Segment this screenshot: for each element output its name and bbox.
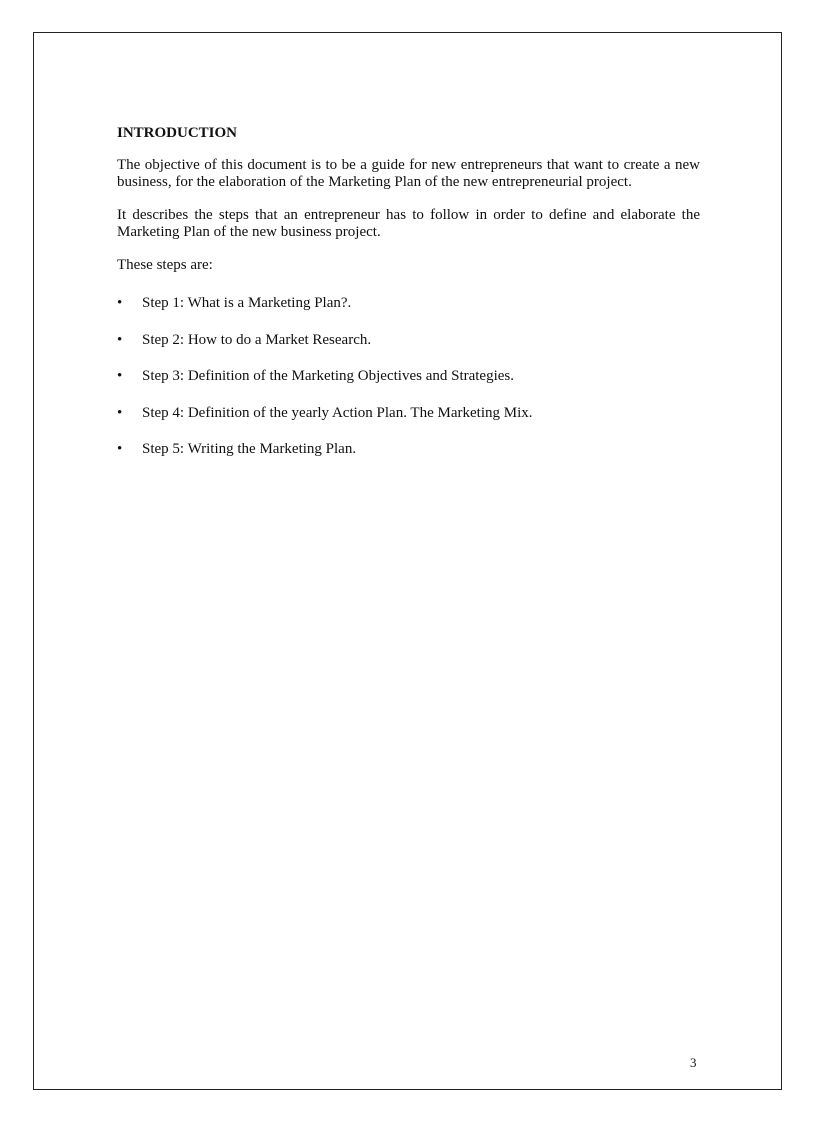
- step-text: Step 4: Definition of the yearly Action Plan. The Marketing Mix.: [142, 404, 533, 421]
- step-text: Step 1: What is a Marketing Plan?.: [142, 295, 352, 311]
- step-text: Step 2: How to do a Market Research.: [142, 331, 372, 348]
- list-item: [117, 368, 700, 386]
- steps-list: [117, 295, 700, 459]
- step-text: Step 5: Writing the Marketing Plan.: [142, 441, 357, 457]
- bullet-icon: •: [117, 441, 123, 457]
- bullet-icon: •: [117, 404, 123, 421]
- page-content: [117, 125, 700, 478]
- bullet-icon: •: [117, 331, 123, 348]
- section-heading: INTRODUCTION: [117, 125, 238, 141]
- paragraph-description: It describes the steps that an entrepreneur has to follow in order to define and elaborate the Marketing Plan of the new business project.: [117, 206, 700, 240]
- step-text: Step 3: Definition of the Marketing Objectives and Strategies.: [142, 368, 514, 384]
- list-item: [117, 405, 700, 423]
- list-item: [117, 441, 700, 459]
- paragraph-steps-intro: These steps are:: [117, 256, 213, 273]
- bullet-icon: •: [117, 295, 123, 311]
- page-number: 3: [690, 1055, 697, 1070]
- paragraph-objective: The objective of this document is to be a guide for new entrepreneurs that want to create a new business, for the elaboration of the Marketing Plan of the new entrepreneurial project.: [117, 156, 700, 190]
- list-item: [117, 295, 700, 313]
- bullet-icon: •: [117, 368, 123, 384]
- list-item: [117, 332, 700, 350]
